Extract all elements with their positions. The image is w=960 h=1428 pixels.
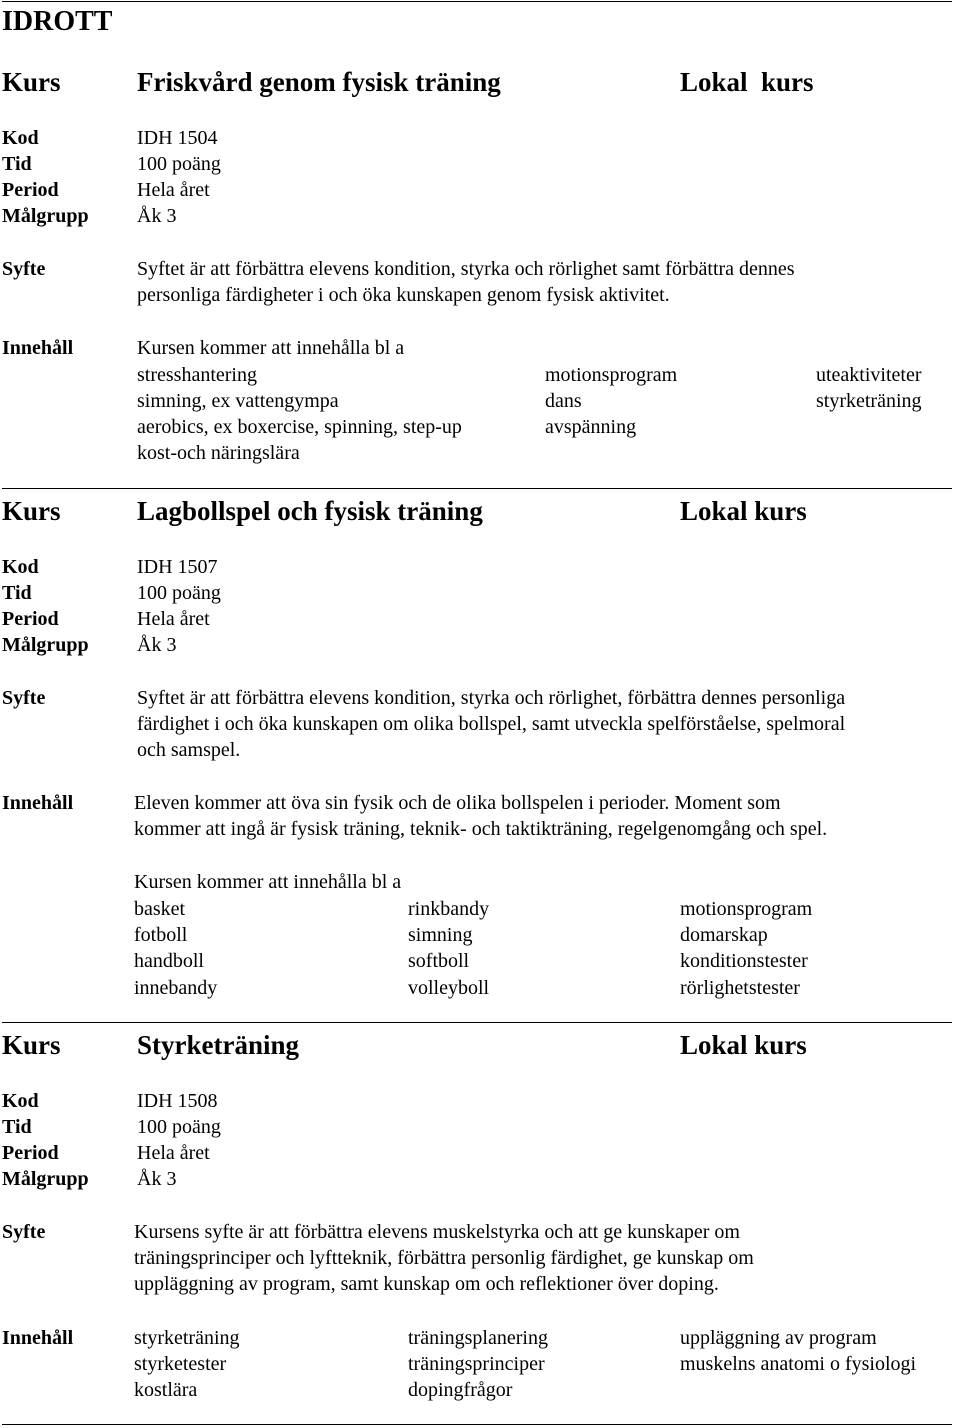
syfte-line: Kursens syfte är att förbättra elevens muskelstyrka och att ge kunskaper om bbox=[134, 1221, 740, 1243]
tid-value: 100 poäng bbox=[137, 153, 221, 175]
content-item: styrketester bbox=[134, 1353, 227, 1375]
content-item: motionsprogram bbox=[545, 364, 678, 386]
course-title: Styrketräning bbox=[137, 1030, 299, 1060]
kod-value: IDH 1508 bbox=[137, 1090, 218, 1112]
tid-value: 100 poäng bbox=[137, 582, 221, 604]
syfte-line: och samspel. bbox=[137, 739, 241, 761]
innehall-line: kommer att ingå är fysisk träning, teknik- och taktikträning, regelgenomgång och spel. bbox=[134, 818, 828, 840]
innehall-line: Eleven kommer att öva sin fysik och de olika bollspelen i perioder. Moment som bbox=[134, 792, 781, 814]
content-item: styrketräning bbox=[816, 390, 922, 412]
syfte-label: Syfte bbox=[2, 687, 46, 709]
kod-label: Kod bbox=[2, 1090, 39, 1112]
content-item: aerobics, ex boxercise, spinning, step-up bbox=[137, 416, 462, 438]
content-item: träningsprinciper bbox=[408, 1353, 545, 1375]
tid-label: Tid bbox=[2, 153, 32, 175]
syfte-line: personliga färdigheter i och öka kunskapen genom fysisk aktivitet. bbox=[137, 284, 670, 306]
innehall-intro: Kursen kommer att innehålla bl a bbox=[134, 871, 402, 893]
tid-label: Tid bbox=[2, 1116, 32, 1138]
content-item: träningsplanering bbox=[408, 1327, 548, 1349]
content-item: uppläggning av program bbox=[680, 1327, 877, 1349]
kod-label: Kod bbox=[2, 556, 39, 578]
course-kurs-label: Kurs bbox=[2, 67, 61, 97]
content-item: simning, ex vattengympa bbox=[137, 390, 339, 412]
course-type: Lokal kurs bbox=[680, 496, 807, 526]
malgrupp-value: Åk 3 bbox=[137, 634, 177, 656]
content-item: motionsprogram bbox=[680, 898, 813, 920]
content-item: softboll bbox=[408, 950, 470, 972]
section-rule bbox=[2, 488, 952, 489]
syfte-line: Syftet är att förbättra elevens kondition, styrka och rörlighet, förbättra dennes personliga bbox=[137, 687, 846, 709]
section-rule bbox=[2, 1022, 952, 1023]
innehall-intro: Kursen kommer att innehålla bl a bbox=[137, 337, 405, 359]
period-value: Hela året bbox=[137, 179, 210, 201]
course-kurs-label: Kurs bbox=[2, 496, 61, 526]
period-label: Period bbox=[2, 1142, 59, 1164]
syfte-line: Syftet är att förbättra elevens kondition, styrka och rörlighet samt förbättra dennes bbox=[137, 258, 795, 280]
syfte-label: Syfte bbox=[2, 258, 46, 280]
malgrupp-value: Åk 3 bbox=[137, 205, 177, 227]
period-label: Period bbox=[2, 179, 59, 201]
innehall-label: Innehåll bbox=[2, 337, 74, 359]
content-item: volleyboll bbox=[408, 977, 490, 999]
content-item: handboll bbox=[134, 950, 204, 972]
top-rule bbox=[2, 1, 952, 2]
content-item: uteaktiviteter bbox=[816, 364, 922, 386]
malgrupp-label: Målgrupp bbox=[2, 205, 89, 227]
content-item: kostlära bbox=[134, 1379, 198, 1401]
tid-label: Tid bbox=[2, 582, 32, 604]
period-value: Hela året bbox=[137, 1142, 210, 1164]
period-value: Hela året bbox=[137, 608, 210, 630]
syfte-line: uppläggning av program, samt kunskap om och reflektioner över doping. bbox=[134, 1273, 719, 1295]
content-item: basket bbox=[134, 898, 186, 920]
content-item: avspänning bbox=[545, 416, 637, 438]
content-item: dopingfrågor bbox=[408, 1379, 513, 1401]
syfte-label: Syfte bbox=[2, 1221, 46, 1243]
course-kurs-label: Kurs bbox=[2, 1030, 61, 1060]
kod-value: IDH 1507 bbox=[137, 556, 218, 578]
kod-value: IDH 1504 bbox=[137, 127, 218, 149]
content-item: simning bbox=[408, 924, 473, 946]
content-item: kost-och näringslära bbox=[137, 442, 300, 464]
content-item: styrketräning bbox=[134, 1327, 240, 1349]
content-item: muskelns anatomi o fysiologi bbox=[680, 1353, 917, 1375]
content-item: rinkbandy bbox=[408, 898, 490, 920]
syfte-line: träningsprinciper och lyftteknik, förbättra personlig färdighet, ge kunskap om bbox=[134, 1247, 754, 1269]
course-type: Lokal kurs bbox=[680, 1030, 807, 1060]
content-item: fotboll bbox=[134, 924, 188, 946]
course-title: Friskvård genom fysisk träning bbox=[137, 67, 501, 97]
malgrupp-value: Åk 3 bbox=[137, 1168, 177, 1190]
period-label: Period bbox=[2, 608, 59, 630]
malgrupp-label: Målgrupp bbox=[2, 1168, 89, 1190]
tid-value: 100 poäng bbox=[137, 1116, 221, 1138]
bottom-rule bbox=[2, 1424, 952, 1425]
content-item: rörlighetstester bbox=[680, 977, 800, 999]
content-item: dans bbox=[545, 390, 582, 412]
malgrupp-label: Målgrupp bbox=[2, 634, 89, 656]
content-item: domarskap bbox=[680, 924, 768, 946]
syfte-line: färdighet i och öka kunskapen om olika bollspel, samt utveckla spelförståelse, spelmoral bbox=[137, 713, 846, 735]
course-title: Lagbollspel och fysisk träning bbox=[137, 496, 483, 526]
page-title: IDROTT bbox=[2, 6, 113, 37]
course-type: Lokal kurs bbox=[680, 67, 814, 97]
content-item: konditionstester bbox=[680, 950, 808, 972]
innehall-label: Innehåll bbox=[2, 792, 74, 814]
content-item: stresshantering bbox=[137, 364, 257, 386]
innehall-label: Innehåll bbox=[2, 1327, 74, 1349]
kod-label: Kod bbox=[2, 127, 39, 149]
content-item: innebandy bbox=[134, 977, 218, 999]
